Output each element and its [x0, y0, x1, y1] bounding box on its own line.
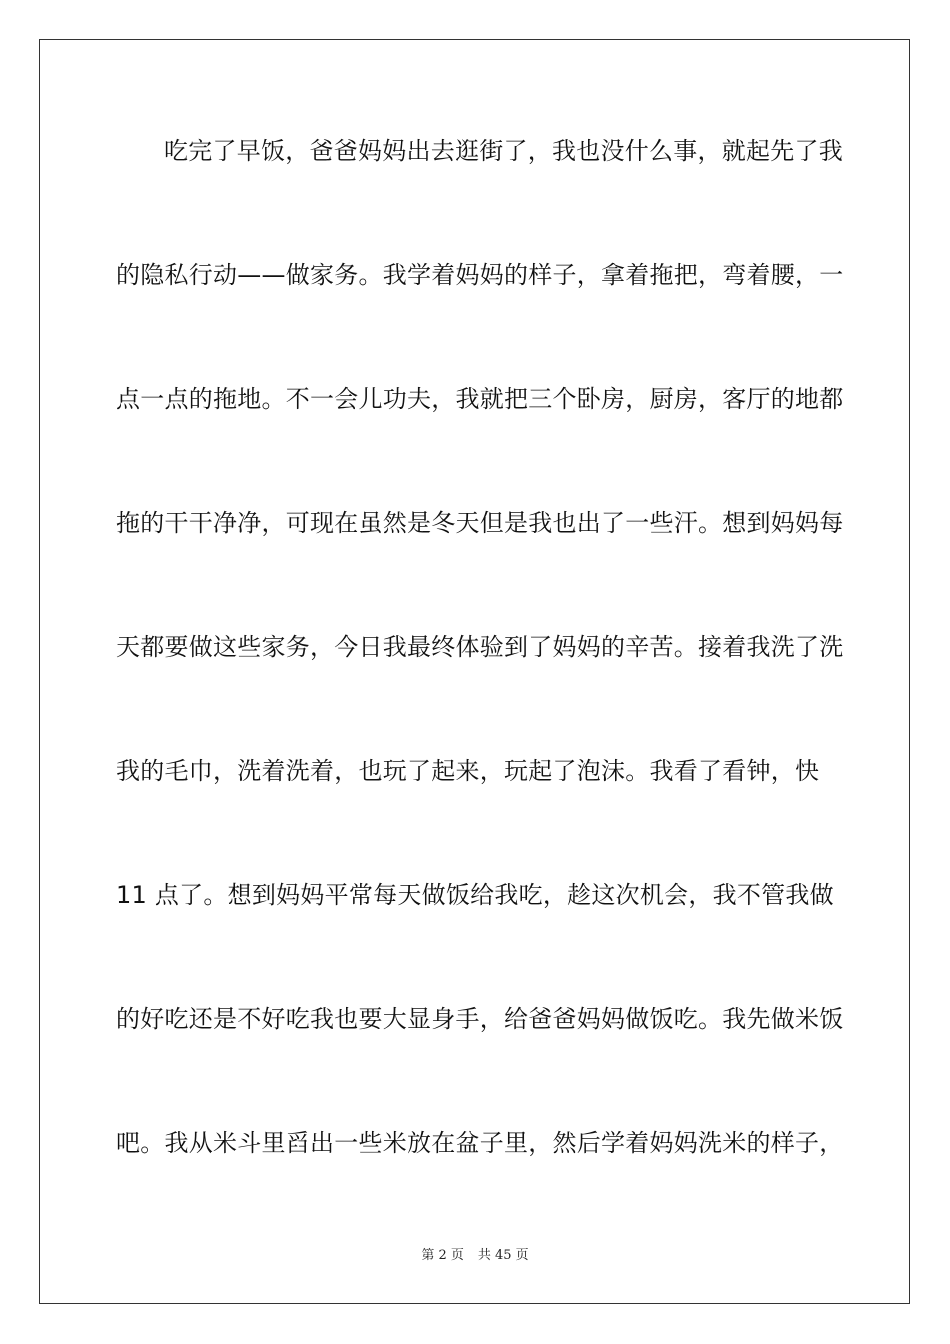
paragraph-line: 拖的干干净净，可现在虽然是冬天但是我也出了一些汗。想到妈妈每 — [116, 509, 844, 537]
page-number: 第 2 页 — [421, 1248, 464, 1263]
paragraph-line: 11 点了。想到妈妈平常每天做饭给我吃，趁这次机会，我不管我做 — [116, 881, 834, 909]
paragraph-line: 天都要做这些家务，今日我最终体验到了妈妈的辛苦。接着我洗了洗 — [116, 633, 844, 661]
page-border — [39, 39, 910, 1304]
paragraph-line: 的隐私行动——做家务。我学着妈妈的样子，拿着拖把，弯着腰，一 — [116, 261, 844, 289]
paragraph-line: 我的毛巾，洗着洗着，也玩了起来，玩起了泡沫。我看了看钟，快 — [116, 757, 820, 785]
page-footer — [0, 1247, 950, 1265]
paragraph-line: 吃完了早饭，爸爸妈妈出去逛街了，我也没什么事，就起先了我 — [164, 137, 843, 165]
paragraph-line: 的好吃还是不好吃我也要大显身手，给爸爸妈妈做饭吃。我先做米饭 — [116, 1005, 844, 1033]
page-total: 共 45 页 — [477, 1248, 529, 1263]
paragraph-line: 点一点的拖地。不一会儿功夫，我就把三个卧房，厨房，客厅的地都 — [116, 385, 844, 413]
paragraph-line: 吧。我从米斗里舀出一些米放在盆子里，然后学着妈妈洗米的样子， — [116, 1129, 844, 1157]
